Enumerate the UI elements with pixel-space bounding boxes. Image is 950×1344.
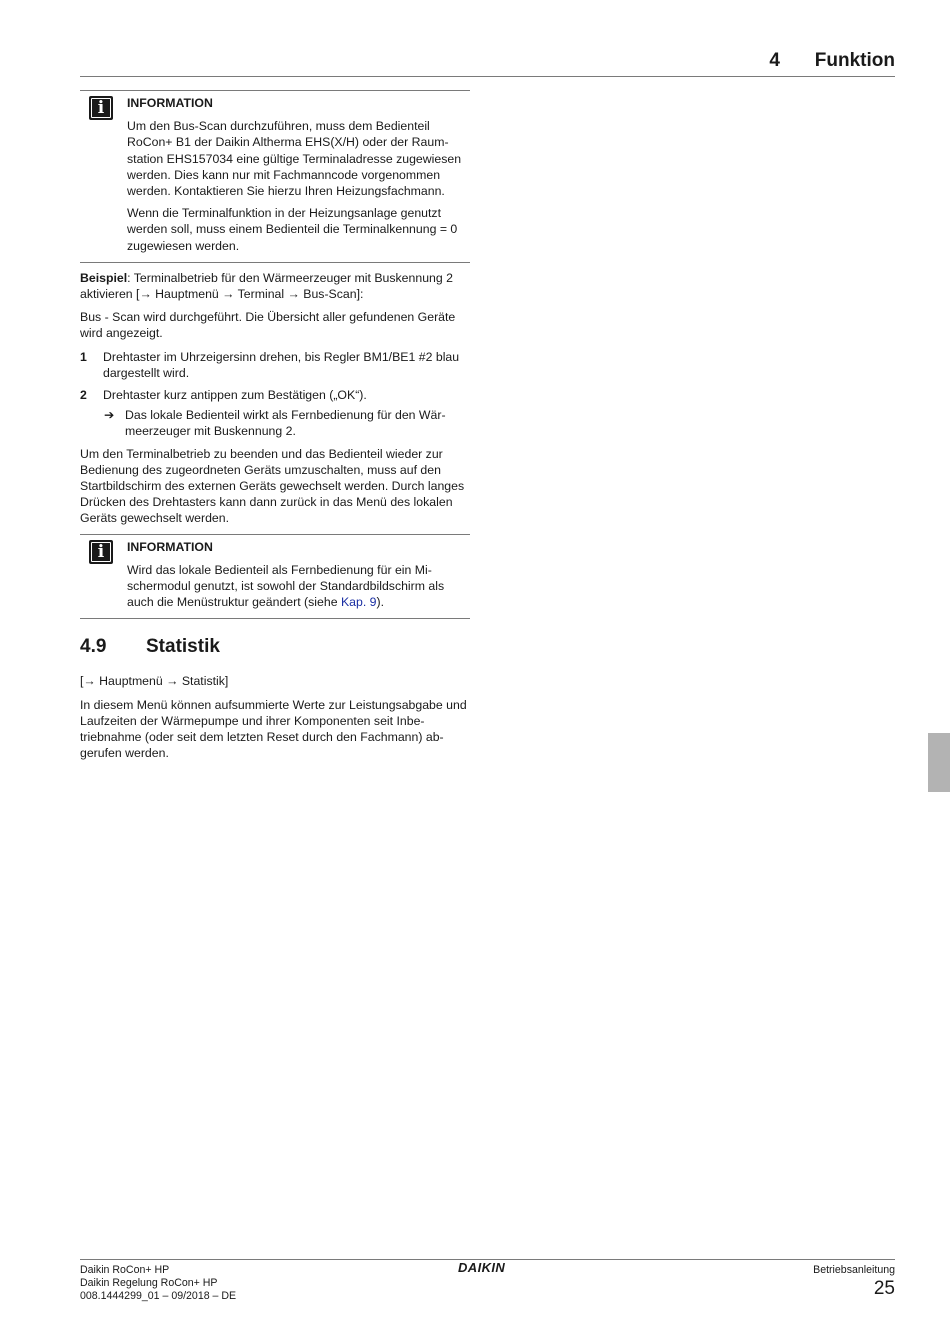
- information-paragraph: [127, 562, 470, 611]
- information-text: Wird das lokale Bedienteil als Fernbedienung für ein Mischermodul genutzt, ist sowohl der Standardbildschirm als auch die Menüstruktur geändert (siehe: [127, 562, 445, 610]
- step-number: 1: [80, 349, 87, 364]
- result-arrow-icon: ➔: [104, 408, 115, 423]
- section-body: In diesem Menü können aufsummierte Werte zur Leistungsabgabe und Laufzeiten der Wärmepumpe und ihrer Komponenten seit Inbetriebnahme (oder seit dem letzten Reset durch den Fachmann) abgerufen werden.: [80, 697, 467, 761]
- information-box: [80, 90, 470, 263]
- step-item: [80, 349, 470, 381]
- chapter-title: Funktion: [814, 50, 895, 71]
- section-heading: [80, 636, 470, 665]
- example-label: Beispiel: [80, 270, 128, 285]
- section-title: Statistik: [146, 636, 220, 658]
- result-text: Das lokale Bedienteil wirkt als Fernbedienung für den Wärmeerzeuger mit Buskennung 2.: [125, 408, 446, 439]
- information-paragraph: Um den Bus-Scan durchzuführen, muss dem Bedienteil RoCon+ B1 der Daikin Altherma EHS(X/H) oder der Raumstation EHS157034 eine gültige Terminaladresse zugewiesen werden. Dies kann nur mit Fachmanncode vorgenommen werden. Kontaktieren Sie hierzu Ihren Heizungsfachmann.: [127, 119, 462, 199]
- footer-product: Daikin RoCon+ HP: [80, 1264, 170, 1276]
- information-title: INFORMATION: [127, 539, 213, 554]
- information-paragraph: Wenn die Terminalfunktion in der Heizungsanlage genutzt werden soll, muss einem Bedienteil die Terminalkennung = 0 zugewiesen werden.: [127, 206, 458, 253]
- step-result: [80, 407, 470, 439]
- information-box: [80, 534, 470, 620]
- chapter-number: 4: [769, 50, 780, 71]
- footer-product-info: [80, 1264, 236, 1302]
- chapter-link[interactable]: Kap. 9: [340, 595, 377, 610]
- information-title: INFORMATION: [127, 96, 213, 110]
- footer-right: [813, 1264, 895, 1300]
- step-item: [80, 387, 470, 403]
- footer-product-full: Daikin Regelung RoCon+ HP: [80, 1276, 218, 1289]
- terminal-end-paragraph: Um den Terminalbetrieb zu beenden und das Bedienteil wieder zur Bedienung des zugeordneten Geräts umzuschalten, muss auf den Startbildschirm des externen Geräts gewechselt werden. Durch langes Drücken des Drehtasters kann dann zurück in das Menü des lokalen Geräts gewechselt werden.: [80, 446, 465, 526]
- step-text: Drehtaster im Uhrzeigersinn drehen, bis Regler BM1/BE1 #2 blau dargestellt wird.: [103, 349, 460, 380]
- step-text: Drehtaster kurz antippen zum Bestätigen („OK“).: [103, 388, 367, 403]
- information-text-end: ).: [376, 595, 385, 610]
- footer-document-type: Betriebsanleitung: [813, 1264, 895, 1276]
- example-paragraph: [80, 270, 470, 302]
- chapter-side-tab: [928, 733, 950, 792]
- scan-paragraph: Bus - Scan wird durchgeführt. Die Übersicht aller gefundenen Geräte wird angezeigt.: [80, 310, 456, 341]
- example-text: : Terminalbetrieb für den Wärmeerzeuger mit Buskennung 2 aktivieren [→ Hauptmenü → Terminal → Bus-Scan]:: [80, 270, 453, 302]
- page-number: 25: [873, 1277, 895, 1299]
- step-number: 2: [80, 388, 87, 403]
- info-icon: [89, 540, 113, 564]
- info-icon: [89, 96, 113, 120]
- daikin-logo: DAIKIN: [458, 1260, 506, 1275]
- page-header: [80, 48, 895, 77]
- main-column: [80, 90, 470, 769]
- section-number: 4.9: [80, 636, 107, 658]
- page-footer: [80, 1259, 895, 1310]
- menu-path: [→ Hauptmenü → Statistik]: [80, 674, 229, 689]
- footer-document-id: 008.1444299_01 – 09/2018 – DE: [80, 1289, 237, 1302]
